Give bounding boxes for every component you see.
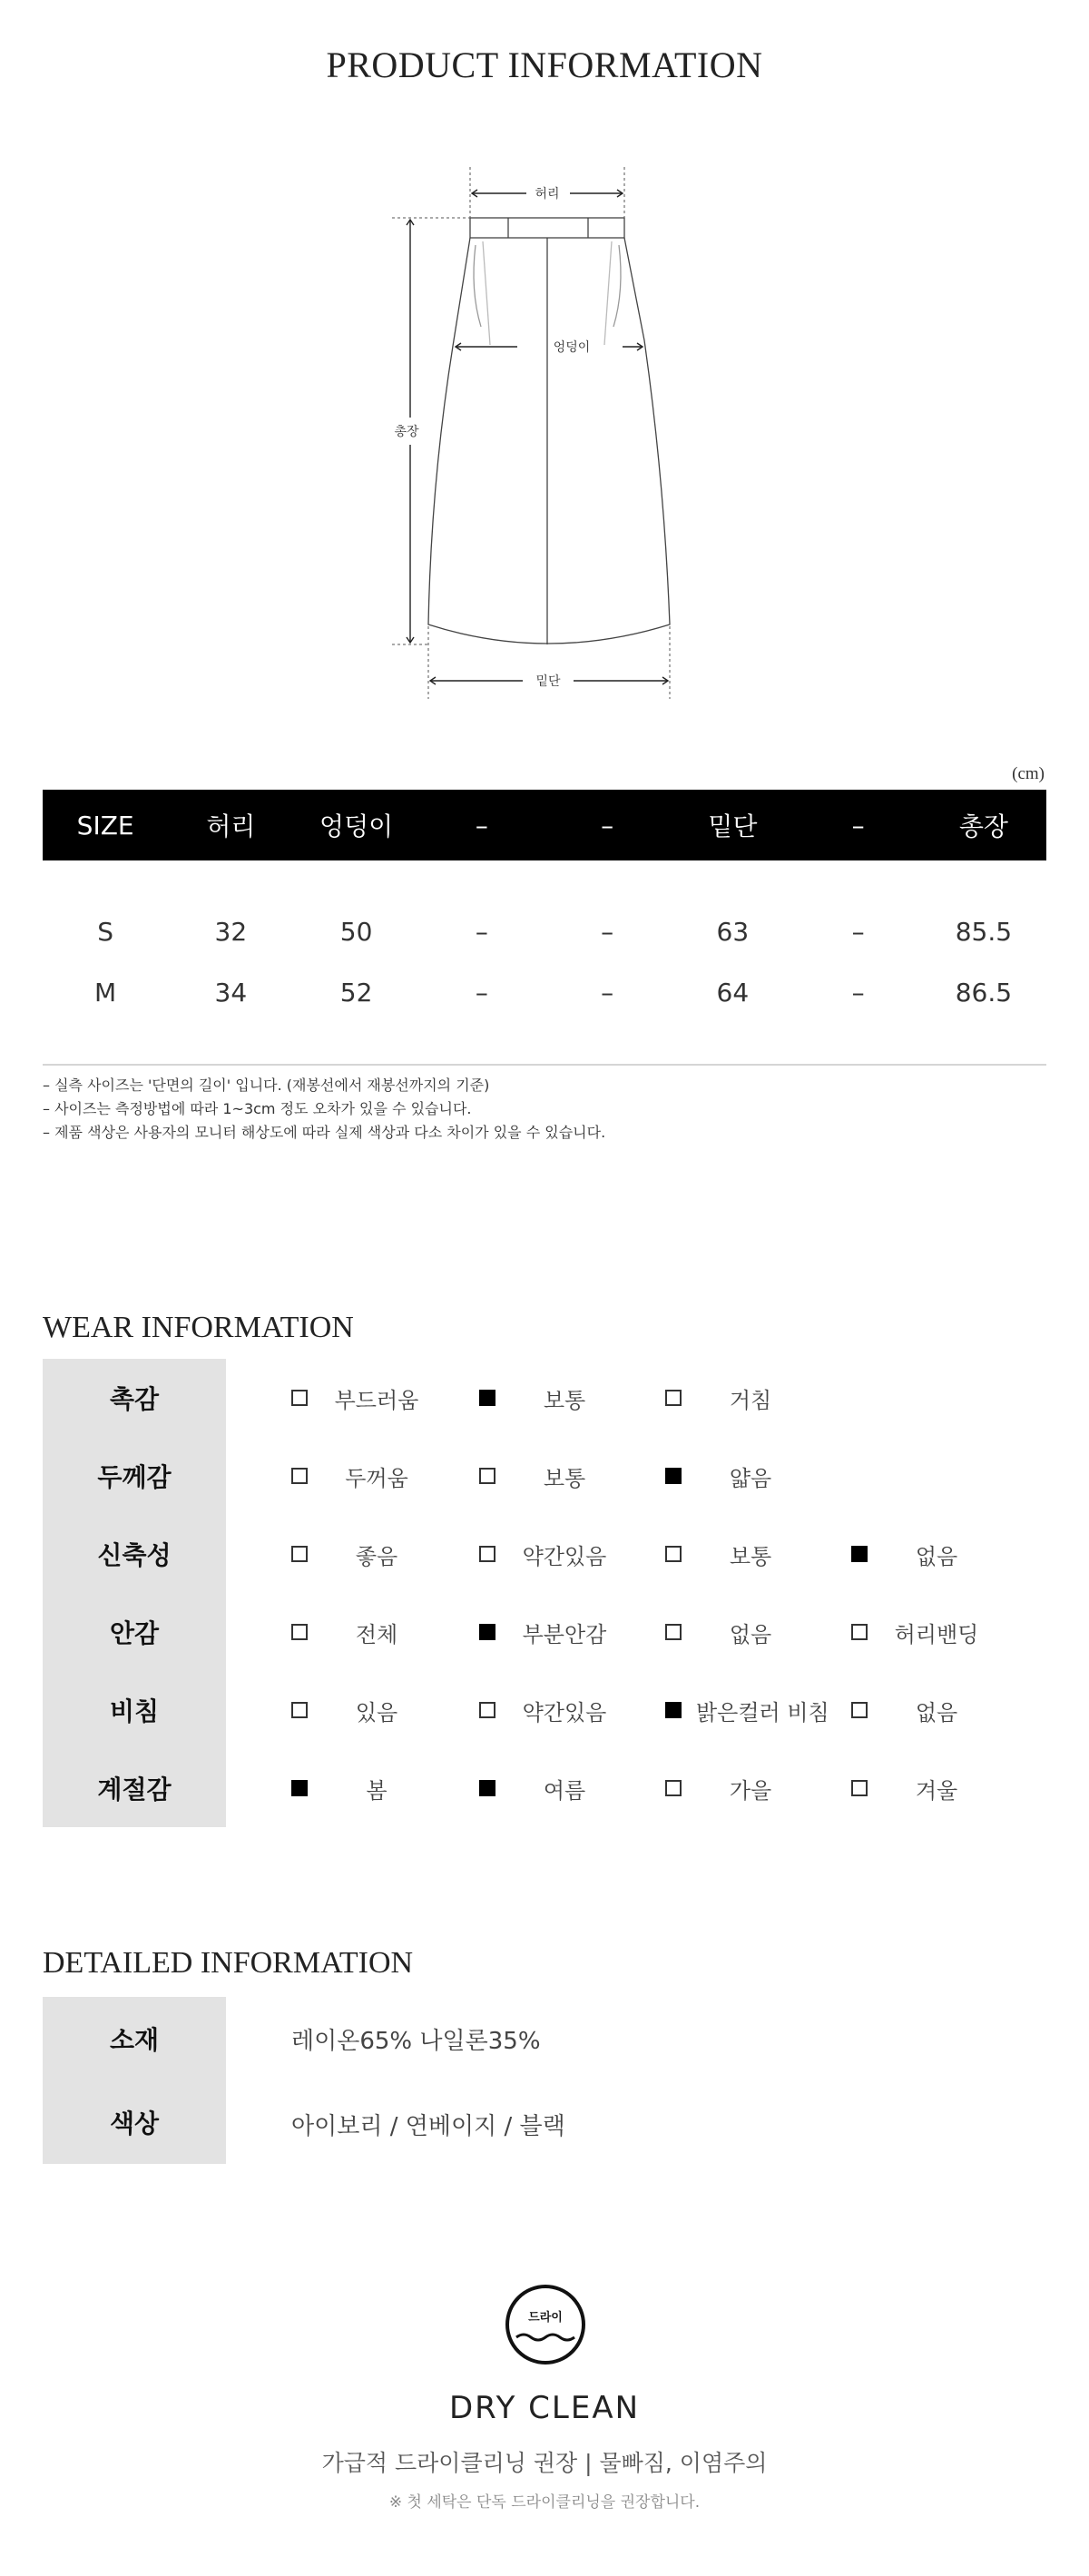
- size-cell: –: [475, 916, 488, 947]
- note-line: – 제품 색상은 사용자의 모니터 해상도에 따라 실제 색상과 다소 차이가 있을 수 있습니다.: [43, 1124, 606, 1141]
- size-cell: 52: [339, 977, 373, 1008]
- wear-option: [851, 1614, 991, 1650]
- diagram-label-hip: 엉덩이: [553, 340, 591, 355]
- size-cell: –: [601, 916, 614, 947]
- wear-option-label: 거침: [729, 1387, 772, 1413]
- wear-row-label: 안감: [43, 1593, 226, 1671]
- checked-box-icon: [479, 1624, 495, 1640]
- wear-option: [479, 1692, 619, 1728]
- wear-option-label: 전체: [355, 1621, 398, 1647]
- size-cell: –: [851, 916, 865, 947]
- unchecked-box-icon: [291, 1468, 308, 1484]
- size-table-row: [43, 962, 1046, 1022]
- diagram-label-waist: 허리: [535, 187, 560, 202]
- unchecked-box-icon: [665, 1624, 682, 1640]
- dry-clean-icon: [504, 2283, 587, 2366]
- size-header-cell: 총장: [958, 811, 1008, 841]
- wear-option-label: 없음: [915, 1543, 958, 1569]
- wear-option: [665, 1770, 805, 1806]
- unchecked-box-icon: [479, 1468, 495, 1484]
- unchecked-box-icon: [851, 1780, 868, 1796]
- size-header-cell: –: [601, 810, 614, 841]
- wear-option-label: 얇음: [729, 1465, 772, 1491]
- wear-option-label: 없음: [915, 1699, 958, 1726]
- wear-option-label: 두꺼움: [345, 1465, 408, 1491]
- checked-box-icon: [479, 1780, 495, 1796]
- checked-box-icon: [291, 1780, 308, 1796]
- size-header-cell: SIZE: [76, 810, 134, 841]
- unchecked-box-icon: [851, 1624, 868, 1640]
- size-cell: 34: [214, 977, 248, 1008]
- size-header-cell: –: [475, 810, 488, 841]
- size-cell: M: [94, 977, 117, 1008]
- size-table-row: [43, 901, 1046, 961]
- care-note: ※ 첫 세탁은 단독 드라이클리닝을 권장합니다.: [388, 2493, 701, 2512]
- detail-label-material: 소재: [43, 1997, 226, 2080]
- checked-box-icon: [665, 1702, 682, 1718]
- wear-option: [479, 1770, 619, 1806]
- wear-option-label: 없음: [729, 1621, 772, 1647]
- wear-option: [479, 1536, 619, 1572]
- size-notes: [43, 1074, 605, 1145]
- size-cell: 32: [214, 916, 248, 947]
- detail-value-material: 레이온65% 나일론35%: [291, 2028, 541, 2055]
- wear-option: [665, 1614, 805, 1650]
- wear-option: [291, 1380, 431, 1416]
- size-cell: –: [475, 977, 488, 1008]
- size-cell: –: [851, 977, 865, 1008]
- wear-option: [291, 1536, 431, 1572]
- wear-row-label: 비침: [43, 1671, 226, 1749]
- wear-option-label: 보통: [729, 1543, 772, 1569]
- wear-option-label: 보통: [543, 1387, 586, 1413]
- wear-option: [291, 1770, 431, 1806]
- size-cell: 64: [716, 977, 750, 1008]
- skirt-diagram: [345, 154, 726, 717]
- size-cell: –: [601, 977, 614, 1008]
- diagram-label-length: 총장: [394, 425, 419, 439]
- unchecked-box-icon: [291, 1546, 308, 1562]
- wear-option: [665, 1536, 805, 1572]
- wear-option-label: 좋음: [355, 1543, 398, 1569]
- divider: [43, 1064, 1046, 1066]
- unchecked-box-icon: [291, 1390, 308, 1406]
- wear-option-label: 약간있음: [522, 1543, 607, 1569]
- wear-option: [479, 1458, 619, 1494]
- unchecked-box-icon: [665, 1390, 682, 1406]
- wear-option: [851, 1536, 991, 1572]
- care-title: DRY CLEAN: [448, 2390, 641, 2426]
- diagram-label-hem: 밑단: [535, 674, 561, 689]
- wear-option-label: 부드러움: [334, 1387, 419, 1413]
- wear-option: [291, 1458, 431, 1494]
- unchecked-box-icon: [291, 1702, 308, 1718]
- wear-info-title: WEAR INFORMATION: [43, 1311, 354, 1344]
- wear-option: [851, 1770, 991, 1806]
- unchecked-box-icon: [479, 1702, 495, 1718]
- unchecked-box-icon: [851, 1702, 868, 1718]
- wear-option: [665, 1458, 805, 1494]
- wear-option-label: 겨울: [915, 1777, 958, 1804]
- wear-option-label: 밝은컬러 비침: [696, 1699, 829, 1726]
- size-header-cell: –: [851, 810, 865, 841]
- checked-box-icon: [665, 1468, 682, 1484]
- wear-option-label: 허리밴딩: [894, 1621, 979, 1647]
- size-header-cell: 엉덩이: [319, 811, 394, 841]
- wear-option: [291, 1614, 431, 1650]
- size-header-cell: 밑단: [708, 811, 758, 841]
- detail-value-color: 아이보리 / 연베이지 / 블랙: [291, 2113, 565, 2140]
- unchecked-box-icon: [665, 1780, 682, 1796]
- wear-option: [851, 1692, 991, 1728]
- detail-label-color: 색상: [43, 2080, 226, 2164]
- note-line: – 사이즈는 측정방법에 따라 1~3cm 정도 오차가 있을 수 있습니다.: [43, 1100, 472, 1117]
- wear-option-label: 부분안감: [522, 1621, 607, 1647]
- wear-row-label: 촉감: [43, 1359, 226, 1437]
- wear-option: [665, 1380, 805, 1416]
- care-description: 가급적 드라이클리닝 권장 | 물빠짐, 이염주의: [321, 2450, 768, 2476]
- wear-option-label: 보통: [543, 1465, 586, 1491]
- note-line: – 실측 사이즈는 '단면의 길이' 입니다. (재봉선에서 재봉선까지의 기준): [43, 1077, 490, 1094]
- size-table-header: [43, 790, 1046, 860]
- size-cell: 63: [716, 916, 750, 947]
- size-cell: 85.5: [955, 916, 1013, 947]
- wear-option: [665, 1692, 829, 1728]
- wear-option: [291, 1692, 431, 1728]
- wear-option-label: 여름: [543, 1777, 586, 1804]
- size-cell: S: [97, 916, 114, 947]
- checked-box-icon: [479, 1390, 495, 1406]
- dry-clean-icon-text: 드라이: [528, 2311, 563, 2325]
- unchecked-box-icon: [479, 1546, 495, 1562]
- wear-option: [479, 1380, 619, 1416]
- wear-option-label: 봄: [366, 1777, 388, 1804]
- unchecked-box-icon: [665, 1546, 682, 1562]
- size-header-cell: 허리: [206, 811, 256, 841]
- checked-box-icon: [851, 1546, 868, 1562]
- wear-option-label: 약간있음: [522, 1699, 607, 1726]
- wear-row-label: 두께감: [43, 1437, 226, 1515]
- wear-option-label: 가을: [729, 1777, 772, 1804]
- wear-option: [479, 1614, 619, 1650]
- wear-row-label: 계절감: [43, 1749, 226, 1827]
- product-info-title: PRODUCT INFORMATION: [326, 44, 763, 85]
- size-cell: 86.5: [955, 977, 1013, 1008]
- unchecked-box-icon: [291, 1624, 308, 1640]
- size-cell: 50: [339, 916, 373, 947]
- wear-row-label: 신축성: [43, 1515, 226, 1593]
- unit-label: (cm): [1012, 764, 1045, 783]
- detail-info-title: DETAILED INFORMATION: [43, 1946, 414, 1980]
- wear-option-label: 있음: [355, 1699, 398, 1726]
